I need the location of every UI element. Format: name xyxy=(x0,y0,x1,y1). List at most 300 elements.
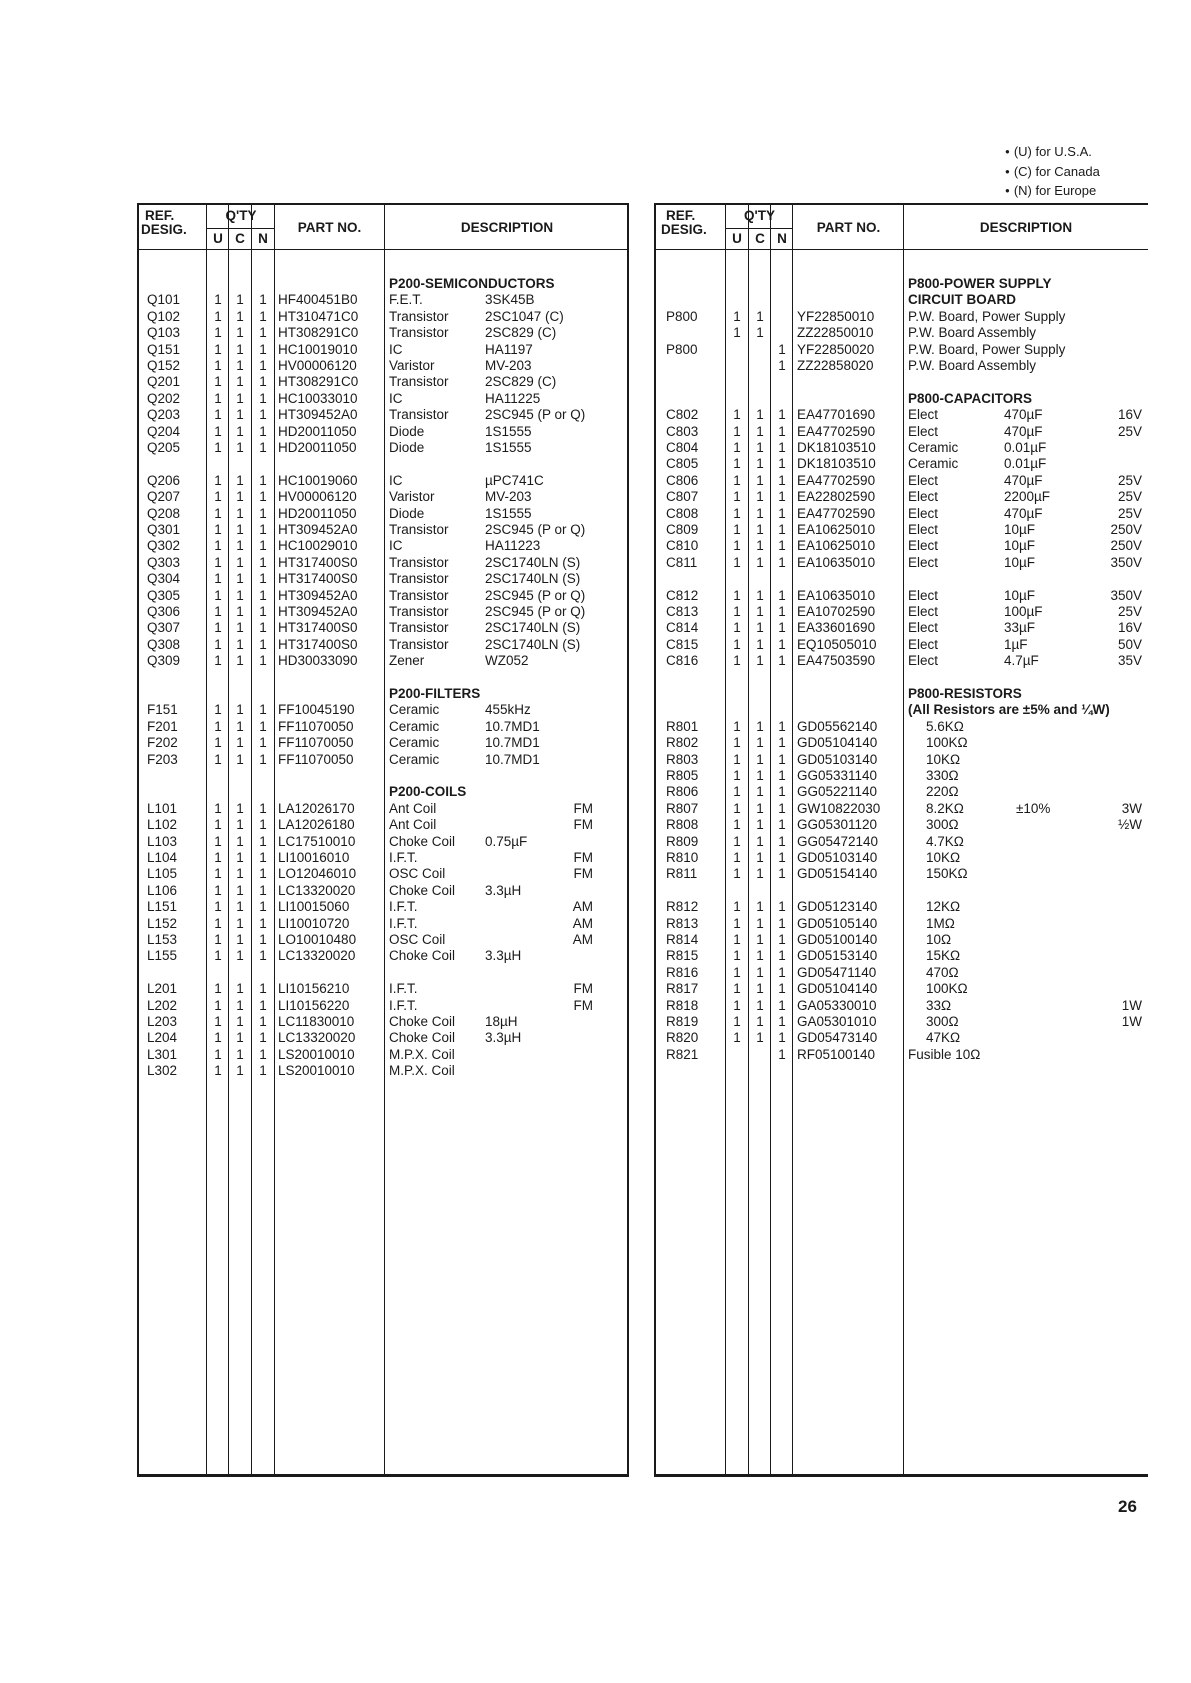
header-qty: Q'TY xyxy=(225,208,257,223)
description-value: 2SC945 (P or Q) xyxy=(485,522,586,537)
qty-c: 1 xyxy=(756,522,764,537)
qty-u: 1 xyxy=(214,358,222,373)
qty-c: 1 xyxy=(756,440,764,455)
qty-u: 1 xyxy=(214,489,222,505)
description-value: 10µF xyxy=(1004,522,1036,537)
ref-desig: C812 xyxy=(666,587,699,603)
qty-c: 1 xyxy=(756,308,764,324)
description-value: 2SC1740LN (S) xyxy=(485,554,581,570)
qty-c: 1 xyxy=(236,981,244,997)
qty-n: 1 xyxy=(259,407,267,423)
qty-n: 1 xyxy=(778,899,786,915)
part-number: HV00006120 xyxy=(278,489,357,505)
part-number: EA47701690 xyxy=(797,407,876,423)
qty-u: 1 xyxy=(733,620,741,636)
qty-u: 1 xyxy=(733,817,741,833)
description-rating: 25V xyxy=(1117,604,1142,619)
qty-c: 1 xyxy=(236,997,244,1013)
qty-n: 1 xyxy=(259,899,267,915)
qty-u: 1 xyxy=(733,768,741,783)
qty-n: 1 xyxy=(778,620,786,636)
description-type: Elect xyxy=(908,620,939,636)
ref-desig: L201 xyxy=(147,981,178,997)
part-number: LI10016010 xyxy=(278,850,350,865)
qty-n: 1 xyxy=(778,489,786,505)
part-number: LS20010010 xyxy=(278,1063,355,1079)
legend-canada: ● (C) for Canada xyxy=(1005,163,1100,183)
description-rating: 350V xyxy=(1110,587,1142,603)
ref-desig: Q205 xyxy=(147,440,181,455)
description-value: 2SC829 (C) xyxy=(485,374,557,390)
part-number: EA47702590 xyxy=(797,423,876,439)
qty-u: 1 xyxy=(214,1046,222,1062)
qty-u: 1 xyxy=(214,571,222,587)
ref-desig: L204 xyxy=(147,1030,178,1046)
description-type: I.F.T. xyxy=(389,899,418,915)
header-u-right: U xyxy=(732,231,742,246)
qty-n: 1 xyxy=(778,948,786,964)
description-value: HA11223 xyxy=(485,538,541,554)
ref-desig: Q309 xyxy=(147,653,181,669)
qty-u: 1 xyxy=(214,423,222,439)
qty-n: 1 xyxy=(778,997,786,1013)
qty-c: 1 xyxy=(236,899,244,915)
description-rating: AM xyxy=(572,915,593,931)
ref-desig: P800 xyxy=(666,308,698,324)
ref-desig: R812 xyxy=(666,899,699,915)
description-type: Choke Coil xyxy=(389,882,456,898)
qty-u: 1 xyxy=(733,407,741,423)
description-type: 8.2KΩ xyxy=(926,800,964,816)
ref-desig: P800 xyxy=(666,341,698,357)
description-rating: 25V xyxy=(1117,505,1142,521)
qty-n: 1 xyxy=(259,1030,267,1046)
qty-c: 1 xyxy=(236,325,244,341)
qty-c: 1 xyxy=(756,899,764,915)
description-rating: 25V xyxy=(1117,472,1142,488)
ref-desig: Q203 xyxy=(147,407,181,423)
ref-desig: Q204 xyxy=(147,423,181,439)
qty-n: 1 xyxy=(778,505,786,521)
qty-c: 1 xyxy=(236,948,244,964)
qty-c: 1 xyxy=(756,915,764,931)
qty-u: 1 xyxy=(214,850,222,865)
qty-c: 1 xyxy=(756,423,764,439)
header-ref: REF. xyxy=(145,208,175,223)
qty-c: 1 xyxy=(756,948,764,964)
part-number: LA12026180 xyxy=(278,817,355,833)
qty-u: 1 xyxy=(733,981,741,997)
qty-c: 1 xyxy=(756,866,764,882)
part-number: HT308291C0 xyxy=(278,325,359,341)
description-rating: FM xyxy=(573,997,593,1013)
qty-c: 1 xyxy=(236,407,244,423)
description-type: Ceramic xyxy=(908,456,959,472)
description-type: 15KΩ xyxy=(926,948,961,964)
qty-c: 1 xyxy=(756,472,764,488)
description-type: 100KΩ xyxy=(926,981,968,997)
description-value: 470µF xyxy=(1004,407,1043,423)
part-number: EA47503590 xyxy=(797,653,876,669)
header-part-no: PART NO. xyxy=(297,220,362,235)
qty-c: 1 xyxy=(236,636,244,652)
ref-desig: L102 xyxy=(147,817,178,833)
qty-c: 1 xyxy=(236,374,244,390)
description-type: F.E.T. xyxy=(389,292,423,308)
qty-u: 1 xyxy=(733,800,741,816)
qty-u: 1 xyxy=(214,390,222,406)
part-number: GD05104140 xyxy=(797,981,878,997)
qty-n: 1 xyxy=(778,932,786,947)
qty-c: 1 xyxy=(756,833,764,849)
description-value: MV-203 xyxy=(485,489,532,505)
description-rating: 250V xyxy=(1110,538,1142,554)
qty-u: 1 xyxy=(733,308,741,324)
header-n: N xyxy=(258,231,268,246)
ref-desig: L152 xyxy=(147,915,178,931)
ref-desig: L302 xyxy=(147,1063,178,1079)
qty-n: 1 xyxy=(259,604,267,619)
header-desig: DESIG. xyxy=(141,222,187,237)
description-type: M.P.X. Coil xyxy=(389,1063,455,1079)
description-type: Choke Coil xyxy=(389,1030,456,1046)
description-type: Ceramic xyxy=(389,718,440,734)
qty-n: 1 xyxy=(259,538,267,554)
ref-desig: Q303 xyxy=(147,554,181,570)
ref-desig: C803 xyxy=(666,423,699,439)
description-type: 12KΩ xyxy=(926,899,961,915)
qty-c: 1 xyxy=(236,489,244,505)
qty-u: 1 xyxy=(733,554,741,570)
qty-n: 1 xyxy=(259,1046,267,1062)
header-description: DESCRIPTION xyxy=(460,220,554,235)
description-value: 10.7MD1 xyxy=(485,751,540,767)
description-type: Ceramic xyxy=(389,751,440,767)
description-type: 4.7KΩ xyxy=(926,833,964,849)
qty-u: 1 xyxy=(733,456,741,472)
ref-desig: L104 xyxy=(147,850,178,865)
qty-n: 1 xyxy=(259,932,267,947)
qty-n: 1 xyxy=(778,1014,786,1029)
description-type: Ant Coil xyxy=(389,817,437,833)
part-number: HD20011050 xyxy=(278,423,357,439)
description-value: 2SC829 (C) xyxy=(485,325,557,341)
qty-n: 1 xyxy=(259,587,267,603)
part-number: LC13320020 xyxy=(278,948,356,964)
description-rating: AM xyxy=(572,899,593,915)
qty-u: 1 xyxy=(214,1063,222,1079)
qty-u: 1 xyxy=(214,554,222,570)
part-number: GD05562140 xyxy=(797,718,878,734)
header-qty-right: Q'TY xyxy=(744,208,775,223)
part-number: GA05330010 xyxy=(797,997,877,1013)
description-type: Transistor xyxy=(389,325,449,341)
part-number: LI10156210 xyxy=(278,981,350,997)
qty-n: 1 xyxy=(259,489,267,505)
qty-n: 1 xyxy=(259,735,267,751)
qty-u: 1 xyxy=(733,915,741,931)
qty-n: 1 xyxy=(259,702,267,718)
qty-c: 1 xyxy=(236,554,244,570)
description-type: Transistor xyxy=(389,571,449,587)
description-value: 2SC945 (P or Q) xyxy=(485,587,586,603)
description-value: 0.75µF xyxy=(485,833,528,849)
description-type: Zener xyxy=(389,653,425,669)
part-number: LC17510010 xyxy=(278,833,356,849)
description-type: Transistor xyxy=(389,407,449,423)
qty-n: 1 xyxy=(778,735,786,751)
ref-desig: C805 xyxy=(666,456,699,472)
ref-desig: R814 xyxy=(666,932,699,947)
qty-n: 1 xyxy=(778,538,786,554)
ref-desig: R806 xyxy=(666,784,699,800)
ref-desig: C810 xyxy=(666,538,699,554)
qty-c: 1 xyxy=(236,1030,244,1046)
qty-n: 1 xyxy=(259,341,267,357)
description-rating: 350V xyxy=(1110,554,1142,570)
qty-u: 1 xyxy=(214,800,222,816)
qty-u: 1 xyxy=(214,604,222,619)
qty-u: 1 xyxy=(214,702,222,718)
part-number: HT309452A0 xyxy=(278,407,358,423)
qty-c: 1 xyxy=(756,768,764,783)
part-number: HV00006120 xyxy=(278,358,357,373)
qty-c: 1 xyxy=(756,489,764,505)
qty-u: 1 xyxy=(733,505,741,521)
qty-u: 1 xyxy=(214,308,222,324)
qty-c: 1 xyxy=(236,1063,244,1079)
qty-u: 1 xyxy=(733,604,741,619)
qty-n: 1 xyxy=(778,981,786,997)
description-rating: 1W xyxy=(1121,1014,1142,1029)
part-number: HT317400S0 xyxy=(278,554,358,570)
qty-c: 1 xyxy=(756,407,764,423)
section-heading: P800-RESISTORS xyxy=(908,686,1022,701)
description-type: Elect xyxy=(908,554,939,570)
qty-n: 1 xyxy=(259,800,267,816)
description-rating: 16V xyxy=(1117,407,1142,423)
qty-u: 1 xyxy=(733,964,741,980)
description-type: Transistor xyxy=(389,374,449,390)
qty-u: 1 xyxy=(733,1030,741,1046)
ref-desig: Q102 xyxy=(147,308,181,324)
description-type: Elect xyxy=(908,489,939,505)
ref-desig: L106 xyxy=(147,882,178,898)
qty-u: 1 xyxy=(214,505,222,521)
ref-desig: L103 xyxy=(147,833,178,849)
description-value: 1µF xyxy=(1004,636,1028,652)
description-rating: 50V xyxy=(1117,636,1142,652)
description-value: 2SC945 (P or Q) xyxy=(485,407,586,423)
description-value: 2SC1740LN (S) xyxy=(485,636,581,652)
description-value: 10µF xyxy=(1004,538,1036,554)
part-number: GD05153140 xyxy=(797,948,878,964)
ref-desig: C806 xyxy=(666,472,699,488)
qty-u: 1 xyxy=(214,718,222,734)
ref-desig: F201 xyxy=(147,718,178,734)
part-number: HT317400S0 xyxy=(278,620,358,636)
description-type: Transistor xyxy=(389,604,449,619)
description-type: Elect xyxy=(908,407,939,423)
description-type: Transistor xyxy=(389,522,449,537)
part-number: FF11070050 xyxy=(278,751,354,767)
description-rating: AM xyxy=(572,932,593,947)
qty-n: 1 xyxy=(778,423,786,439)
qty-c: 1 xyxy=(236,538,244,554)
description-type: 10KΩ xyxy=(926,751,961,767)
qty-c: 1 xyxy=(236,505,244,521)
ref-desig: L301 xyxy=(147,1046,178,1062)
ref-desig: R811 xyxy=(666,866,698,882)
description-value: 470µF xyxy=(1004,472,1043,488)
qty-c: 1 xyxy=(236,800,244,816)
qty-n: 1 xyxy=(259,850,267,865)
part-number: GG05221140 xyxy=(797,784,878,800)
description-rating: 250V xyxy=(1110,522,1142,537)
qty-n: 1 xyxy=(778,472,786,488)
qty-c: 1 xyxy=(236,850,244,865)
description-type: 10KΩ xyxy=(926,850,961,865)
ref-desig: Q304 xyxy=(147,571,181,587)
qty-c: 1 xyxy=(236,702,244,718)
qty-c: 1 xyxy=(236,423,244,439)
description-type: M.P.X. Coil xyxy=(389,1046,455,1062)
qty-c: 1 xyxy=(756,456,764,472)
description-type: Elect xyxy=(908,538,939,554)
qty-c: 1 xyxy=(756,1030,764,1046)
description-value: 100µF xyxy=(1004,604,1043,619)
ref-desig: C811 xyxy=(666,554,698,570)
part-number: HC10019010 xyxy=(278,341,358,357)
qty-u: 1 xyxy=(214,587,222,603)
description-type: P.W. Board Assembly xyxy=(908,325,1037,341)
qty-c: 1 xyxy=(756,997,764,1013)
description-type: Ant Coil xyxy=(389,800,437,816)
ref-desig: L203 xyxy=(147,1014,178,1029)
qty-n: 1 xyxy=(778,833,786,849)
qty-c: 1 xyxy=(756,587,764,603)
description-rating: FM xyxy=(573,850,593,865)
description-value: 2SC1047 (C) xyxy=(485,308,564,324)
qty-c: 1 xyxy=(236,751,244,767)
description-type: Ceramic xyxy=(389,735,440,751)
ref-desig: L153 xyxy=(147,932,178,947)
qty-n: 1 xyxy=(778,341,786,357)
ref-desig: Q206 xyxy=(147,472,181,488)
qty-c: 1 xyxy=(236,604,244,619)
qty-c: 1 xyxy=(756,505,764,521)
ref-desig: Q305 xyxy=(147,587,181,603)
description-type: OSC Coil xyxy=(389,932,446,947)
description-value: 18µH xyxy=(485,1014,518,1029)
header-c: C xyxy=(235,231,245,246)
header-part-no-right: PART NO. xyxy=(816,220,881,235)
qty-c: 1 xyxy=(236,341,244,357)
qty-u: 1 xyxy=(214,1014,222,1029)
qty-u: 1 xyxy=(214,1030,222,1046)
description-value: 10.7MD1 xyxy=(485,718,540,734)
part-number: HT317400S0 xyxy=(278,636,358,652)
qty-u: 1 xyxy=(733,866,741,882)
qty-u: 1 xyxy=(733,784,741,800)
qty-u: 1 xyxy=(733,850,741,865)
qty-u: 1 xyxy=(733,472,741,488)
qty-n: 1 xyxy=(778,407,786,423)
part-number: HT309452A0 xyxy=(278,587,358,603)
description-type: Varistor xyxy=(389,489,435,505)
qty-n: 1 xyxy=(259,882,267,898)
part-number: HT310471C0 xyxy=(278,308,359,324)
qty-n: 1 xyxy=(259,554,267,570)
part-number: YF22850020 xyxy=(797,341,875,357)
qty-n: 1 xyxy=(259,620,267,636)
part-number: GD05103140 xyxy=(797,751,878,767)
ref-desig: R805 xyxy=(666,768,699,783)
ref-desig: Q208 xyxy=(147,505,181,521)
qty-u: 1 xyxy=(214,899,222,915)
part-number: EA10625010 xyxy=(797,538,876,554)
qty-n: 1 xyxy=(778,554,786,570)
qty-n: 1 xyxy=(259,1014,267,1029)
part-number: YF22850010 xyxy=(797,308,875,324)
qty-c: 1 xyxy=(236,833,244,849)
ref-desig: C809 xyxy=(666,522,699,537)
qty-c: 1 xyxy=(756,981,764,997)
qty-c: 1 xyxy=(236,866,244,882)
ref-desig: R821 xyxy=(666,1046,699,1062)
description-type: Elect xyxy=(908,587,939,603)
description-value: 455kHz xyxy=(485,702,531,718)
part-number: GD05105140 xyxy=(797,915,878,931)
description-type: Choke Coil xyxy=(389,948,456,964)
description-rating: FM xyxy=(573,800,593,816)
description-type: Elect xyxy=(908,636,939,652)
qty-u: 1 xyxy=(214,653,222,669)
description-type: I.F.T. xyxy=(389,981,418,997)
qty-c: 1 xyxy=(236,932,244,947)
part-number: HC10033010 xyxy=(278,390,358,406)
ref-desig: Q201 xyxy=(147,374,181,390)
qty-u: 1 xyxy=(733,325,741,341)
description-value: 2SC945 (P or Q) xyxy=(485,604,586,619)
qty-u: 1 xyxy=(733,751,741,767)
part-number: LC11830010 xyxy=(278,1014,355,1029)
part-number: DK18103510 xyxy=(797,440,876,455)
qty-c: 1 xyxy=(756,964,764,980)
ref-desig: R819 xyxy=(666,1014,699,1029)
qty-n: 1 xyxy=(778,1046,786,1062)
ref-desig: Q301 xyxy=(147,522,181,537)
ref-desig: R813 xyxy=(666,915,699,931)
qty-u: 1 xyxy=(733,423,741,439)
qty-c: 1 xyxy=(236,472,244,488)
region-legend xyxy=(1005,143,1100,202)
description-type: Fusible 10Ω xyxy=(908,1046,981,1062)
part-number: EQ10505010 xyxy=(797,636,877,652)
qty-u: 1 xyxy=(733,636,741,652)
part-number: EA47702590 xyxy=(797,505,876,521)
qty-u: 1 xyxy=(214,440,222,455)
qty-c: 1 xyxy=(236,735,244,751)
qty-n: 1 xyxy=(778,915,786,931)
part-number: ZZ22858020 xyxy=(797,358,874,373)
ref-desig: Q302 xyxy=(147,538,181,554)
header-description-right: DESCRIPTION xyxy=(979,220,1073,235)
qty-c: 1 xyxy=(756,554,764,570)
qty-u: 1 xyxy=(214,751,222,767)
part-number: GA05301010 xyxy=(797,1014,877,1029)
description-type: Transistor xyxy=(389,308,449,324)
